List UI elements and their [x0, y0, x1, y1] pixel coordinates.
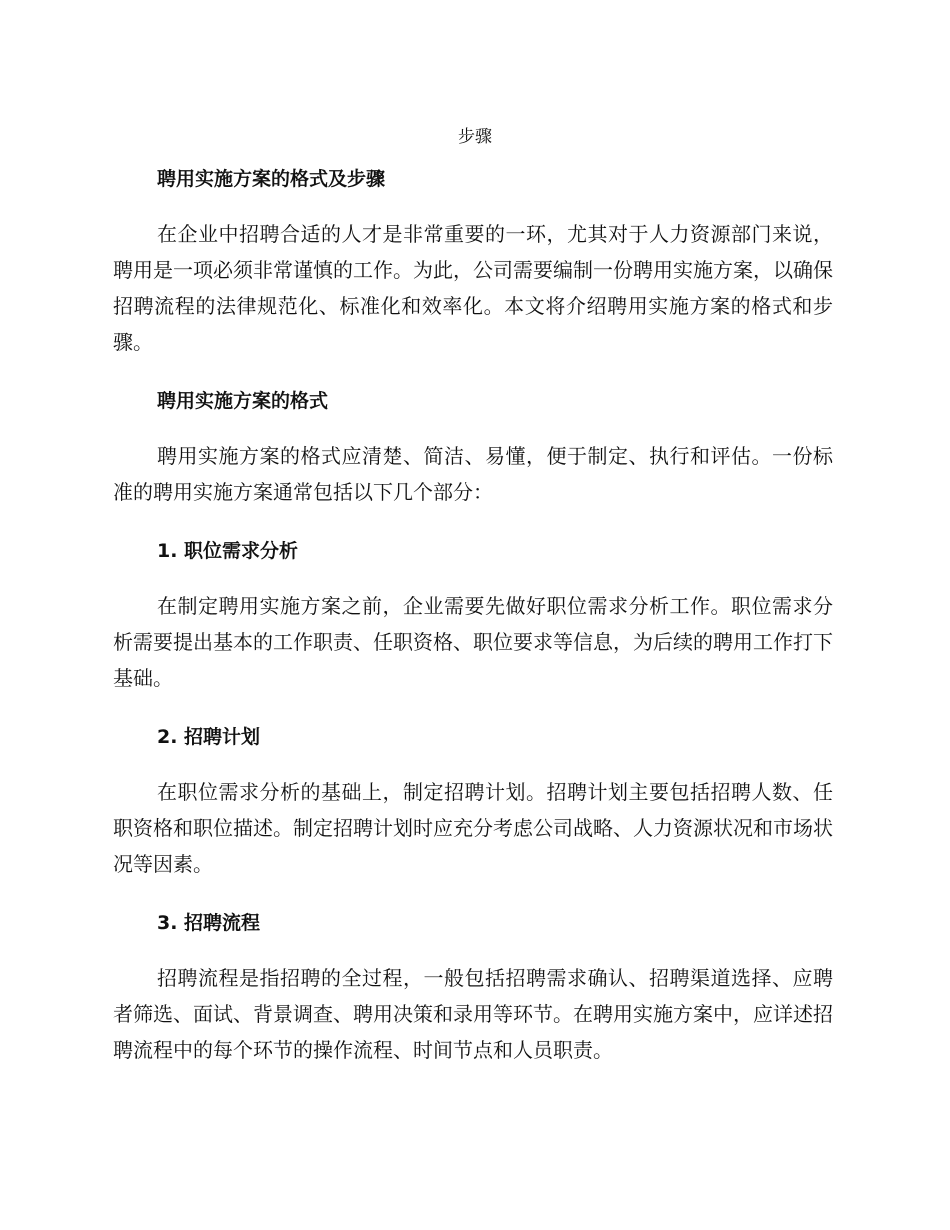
section-heading-recruitment-process: 3. 招聘流程 [157, 912, 261, 934]
section-paragraph-recruitment-plan: 在职位需求分析的基础上，制定招聘计划。招聘计划主要包括招聘人数、任职资格和职位描述。制定招聘计划时应充分考虑公司战略、人力资源状况和市场状况等因素。 [113, 780, 833, 876]
section-paragraph-intro: 在企业中招聘合适的人才是非常重要的一环，尤其对于人力资源部门来说，聘用是一项必须非常谨慎的工作。为此，公司需要编制一份聘用实施方案，以确保招聘流程的法律规范化、标准化和效率化。本文将介绍聘用实施方案的格式和步骤。 [113, 222, 833, 354]
section-paragraph-job-analysis: 在制定聘用实施方案之前，企业需要先做好职位需求分析工作。职位需求分析需要提出基本的工作职责、任职资格、职位要求等信息，为后续的聘用工作打下基础。 [113, 594, 833, 690]
page-header: 步骤 [458, 127, 492, 147]
section-paragraph-format: 聘用实施方案的格式应清楚、简洁、易懂，便于制定、执行和评估。一份标准的聘用实施方案通常包括以下几个部分： [113, 444, 833, 504]
section-heading-format: 聘用实施方案的格式 [157, 390, 329, 412]
section-heading-title: 聘用实施方案的格式及步骤 [157, 168, 386, 190]
section-heading-job-analysis: 1. 职位需求分析 [157, 540, 299, 562]
document-body [113, 160, 833, 1068]
section-heading-recruitment-plan: 2. 招聘计划 [157, 726, 261, 748]
section-paragraph-recruitment-process: 招聘流程是指招聘的全过程，一般包括招聘需求确认、招聘渠道选择、应聘者筛选、面试、背景调查、聘用决策和录用等环节。在聘用实施方案中，应详述招聘流程中的每个环节的操作流程、时间节点和人员职责。 [113, 966, 833, 1062]
